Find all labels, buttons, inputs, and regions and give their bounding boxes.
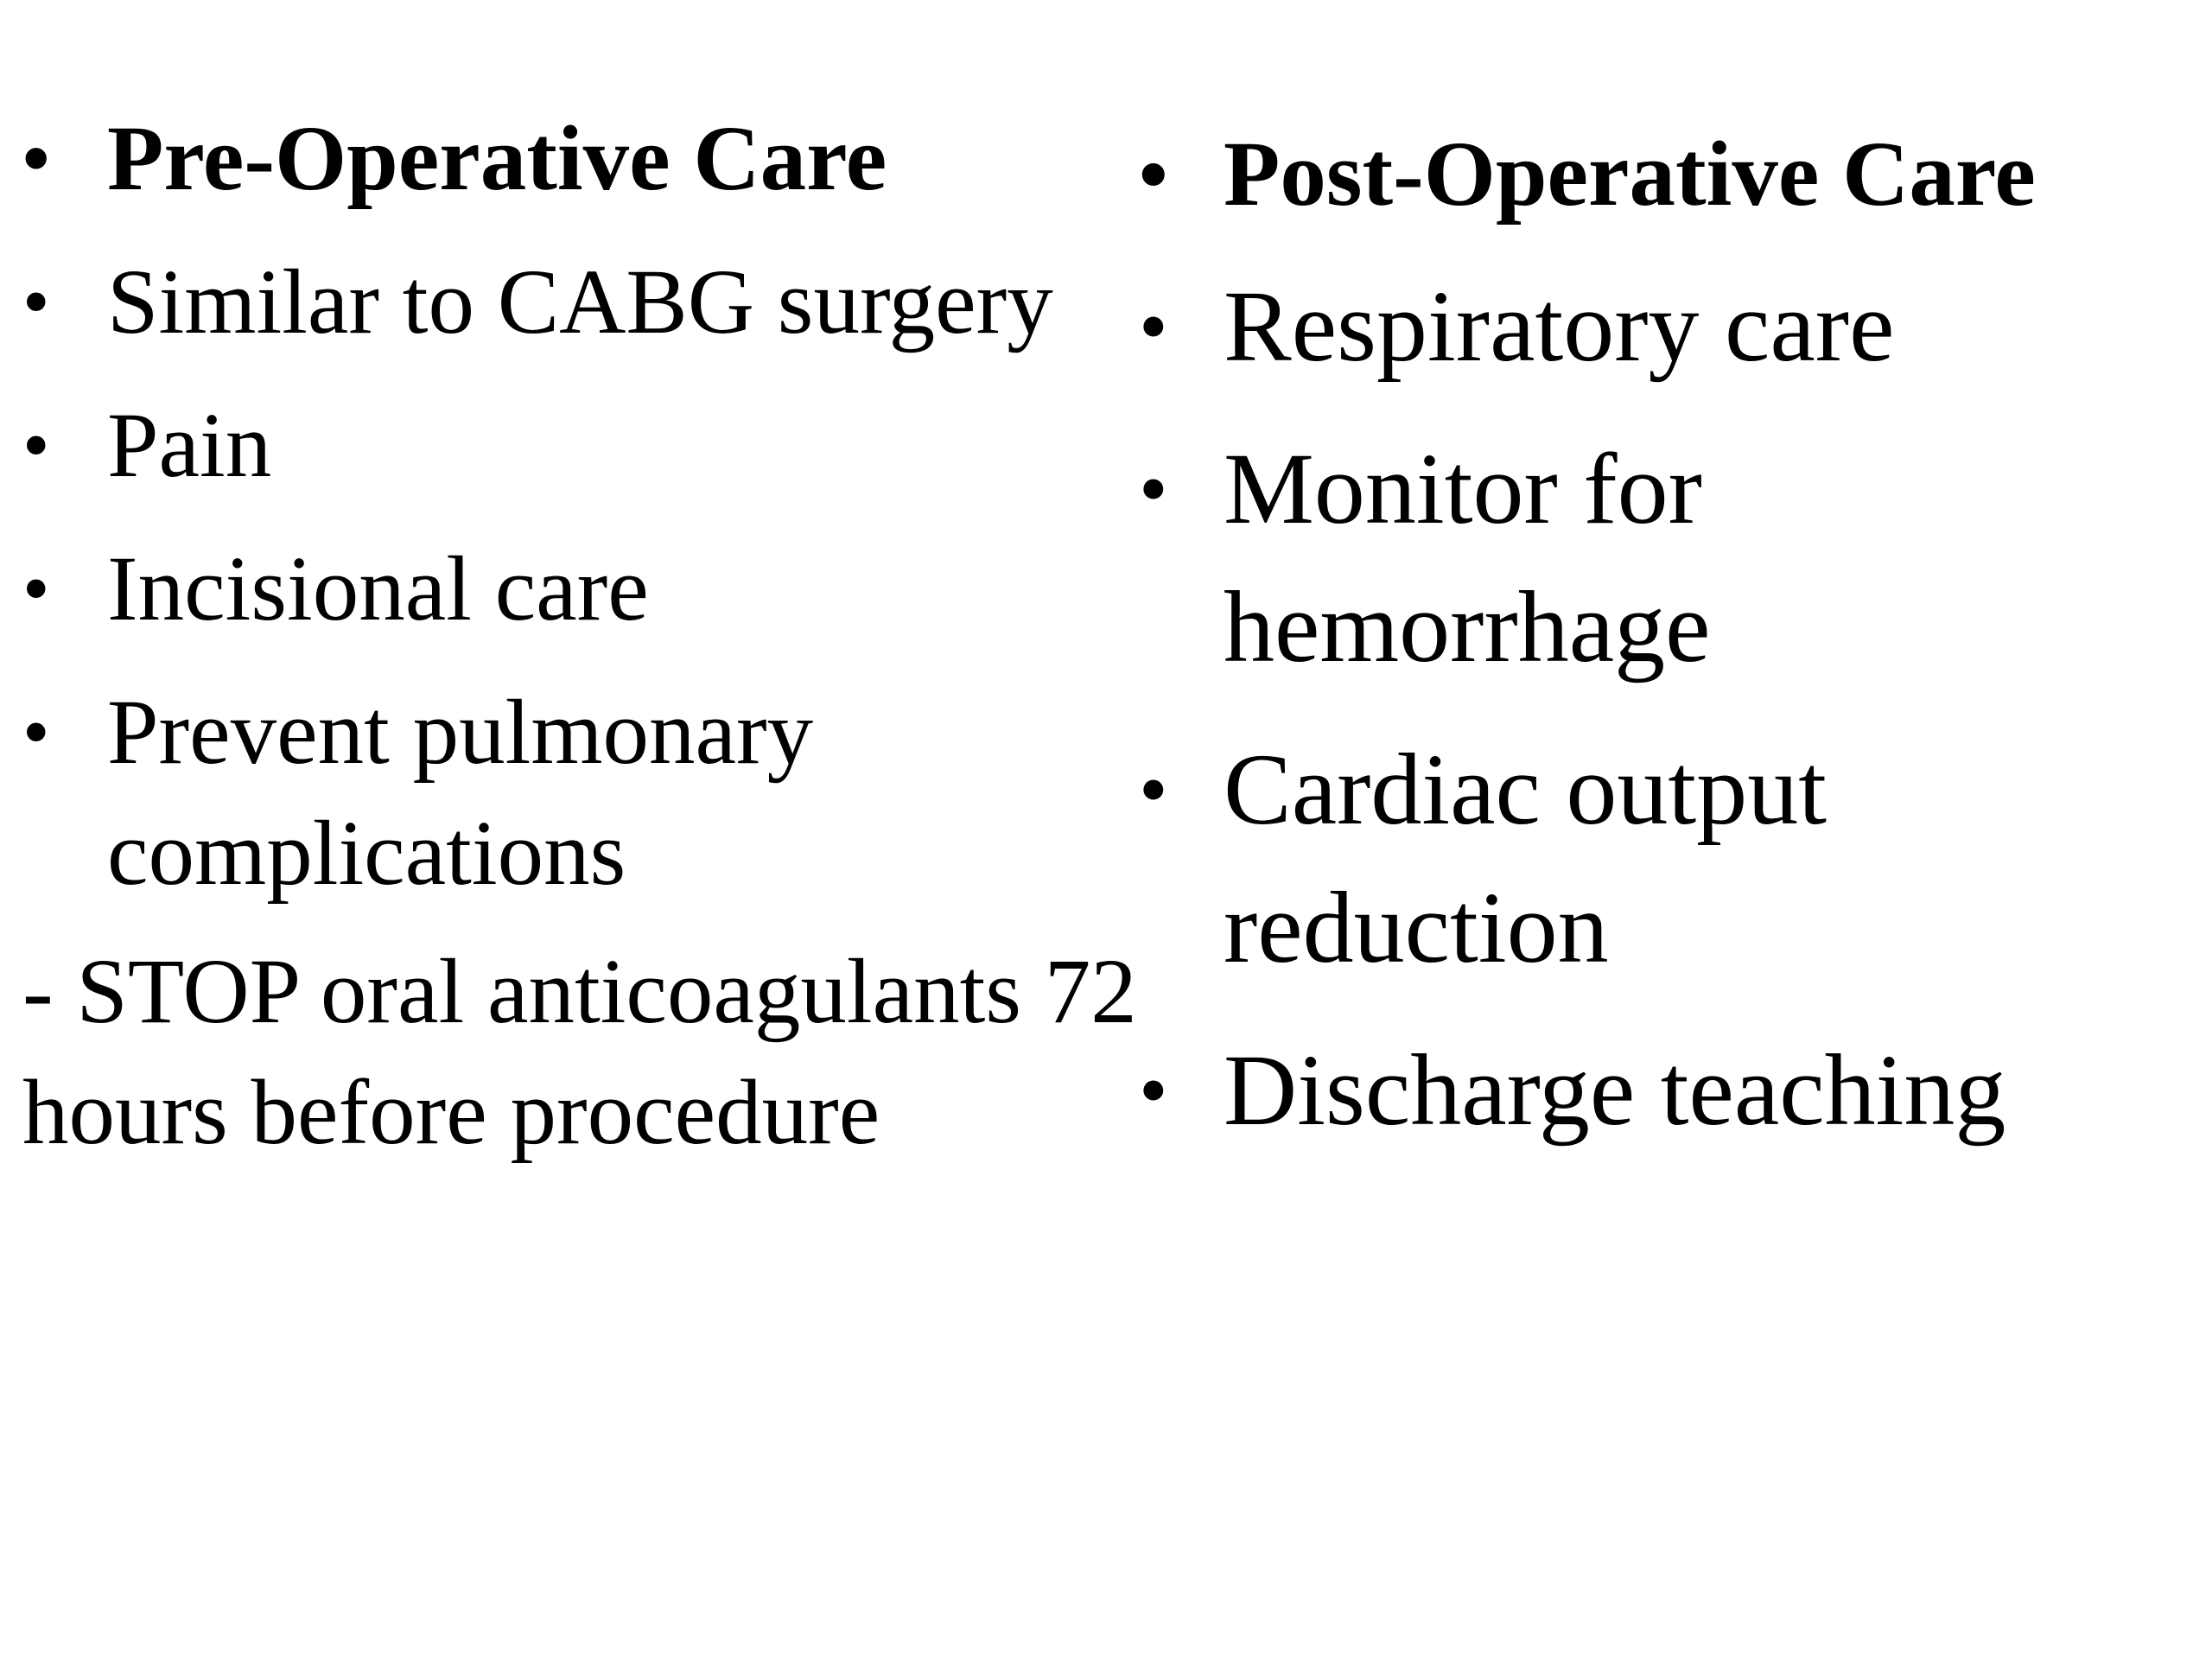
bullet-icon: • <box>1139 1044 1168 1136</box>
post-operative-list <box>1139 114 2202 1184</box>
list-item-text: Pain <box>107 395 272 497</box>
list-item <box>1139 721 2202 997</box>
bullet-icon: • <box>22 259 50 345</box>
list-item-text: Incisional care <box>107 538 649 640</box>
list-item-text: Respiratory care <box>1224 270 1895 383</box>
list-item <box>1139 257 2202 396</box>
list-item-text: Cardiac output reduction <box>1224 733 1827 984</box>
list-item-text: Monitor for hemorrhage <box>1224 432 1711 683</box>
list-item <box>22 385 1137 506</box>
anticoagulant-note: - STOP oral anticoagulants 72 hours before procedure <box>22 941 1137 1164</box>
list-item <box>22 242 1137 363</box>
pre-operative-heading <box>22 99 1137 219</box>
list-item <box>1139 1021 2202 1160</box>
list-item-text: Similar to CABG surgery <box>107 251 1053 353</box>
bullet-icon: • <box>22 546 50 632</box>
pre-operative-list <box>22 99 1137 937</box>
list-item <box>22 529 1137 650</box>
bullet-icon: • <box>22 403 50 488</box>
bullet-icon: • <box>1139 128 1168 220</box>
list-item-text: Post-Operative Care <box>1224 124 2036 226</box>
bullet-icon: • <box>22 116 50 201</box>
list-item-text: Pre-Operative Care <box>107 108 887 210</box>
list-item-text: Prevent pulmonary complications <box>107 682 814 905</box>
list-item <box>1139 420 2202 696</box>
bullet-icon: • <box>22 690 50 775</box>
bullet-icon: • <box>1139 442 1168 535</box>
list-item <box>22 672 1137 914</box>
list-item-text: Discharge teaching <box>1224 1033 2006 1147</box>
bullet-icon: • <box>1139 280 1168 372</box>
bullet-icon: • <box>1139 743 1168 836</box>
post-operative-heading <box>1139 114 2202 235</box>
